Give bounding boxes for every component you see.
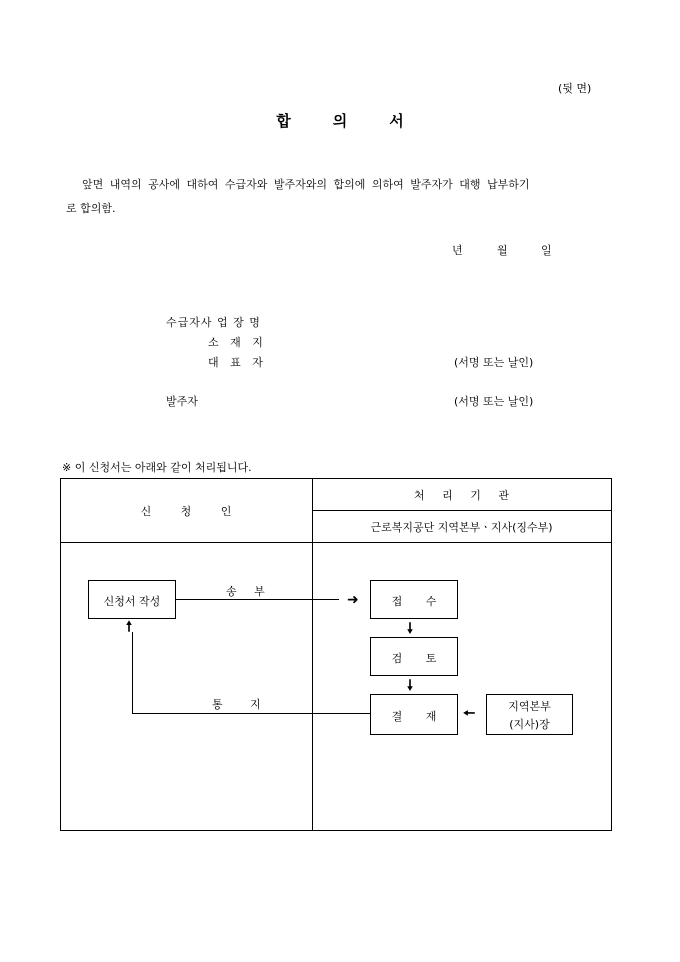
agency-department-header: 근로복지공단 지역본부ㆍ지사(징수부) bbox=[370, 521, 553, 534]
applicant-column-header: 신 청 인 bbox=[140, 505, 232, 518]
send-connector-line bbox=[175, 599, 339, 600]
decision-label: 결 재 bbox=[391, 710, 437, 723]
notify-connector-horizontal bbox=[132, 713, 370, 714]
branch-head-label-line2: (지사)장 bbox=[509, 718, 550, 731]
send-arrow-right-icon: ➜ bbox=[347, 592, 359, 608]
date-year-label: 년 bbox=[452, 244, 463, 257]
agreement-text-line2: 로 합의함. bbox=[66, 202, 116, 215]
decision-step bbox=[370, 694, 458, 735]
agreement-text-line1: 앞면 내역의 공사에 대하여 수급자와 발주자와의 합의에 의하여 발주자가 대행 납부하기 bbox=[82, 178, 530, 191]
receive-label: 접 수 bbox=[391, 595, 437, 608]
contractor-signature-placeholder: (서명 또는 날인) bbox=[454, 356, 534, 369]
receive-to-review-arrow-down-icon: 🠗 bbox=[407, 621, 414, 637]
agency-column-header: 처 리 기 관 bbox=[414, 489, 509, 502]
review-to-decision-arrow-down-icon: 🠗 bbox=[407, 678, 414, 694]
notify-connector-vertical bbox=[132, 632, 133, 714]
contractor-address-label: 소 재 지 bbox=[208, 336, 263, 349]
document-title: 합의서 bbox=[276, 112, 446, 130]
orderer-signature-placeholder: (서명 또는 날인) bbox=[454, 395, 534, 408]
review-step bbox=[370, 637, 458, 676]
date-month-label: 월 bbox=[497, 244, 508, 257]
notify-arrow-up-icon: 🠕 bbox=[126, 619, 133, 635]
process-table-header-divider bbox=[60, 542, 611, 543]
branch-head-label-line1: 지역본부 bbox=[508, 700, 551, 713]
branch-head-step bbox=[486, 694, 573, 735]
receive-step bbox=[370, 580, 458, 619]
write-application-step bbox=[88, 580, 176, 619]
notify-label: 통 지 bbox=[212, 698, 261, 711]
review-label: 검 토 bbox=[391, 652, 437, 665]
head-to-decision-arrow-left-icon: 🠔 bbox=[463, 706, 476, 722]
agency-header-divider bbox=[312, 510, 611, 511]
orderer-label: 발주자 bbox=[166, 395, 198, 408]
date-day-label: 일 bbox=[541, 244, 552, 257]
contractor-representative-label: 대 표 자 bbox=[208, 356, 263, 369]
page-side-note: (뒷 면) bbox=[558, 82, 592, 95]
processing-notice: ※ 이 신청서는 아래와 같이 처리됩니다. bbox=[62, 461, 252, 474]
write-application-label: 신청서 작성 bbox=[103, 595, 161, 608]
send-label: 송 부 bbox=[226, 585, 265, 598]
contractor-business-name-label: 수급자사 업 장 명 bbox=[166, 316, 261, 329]
